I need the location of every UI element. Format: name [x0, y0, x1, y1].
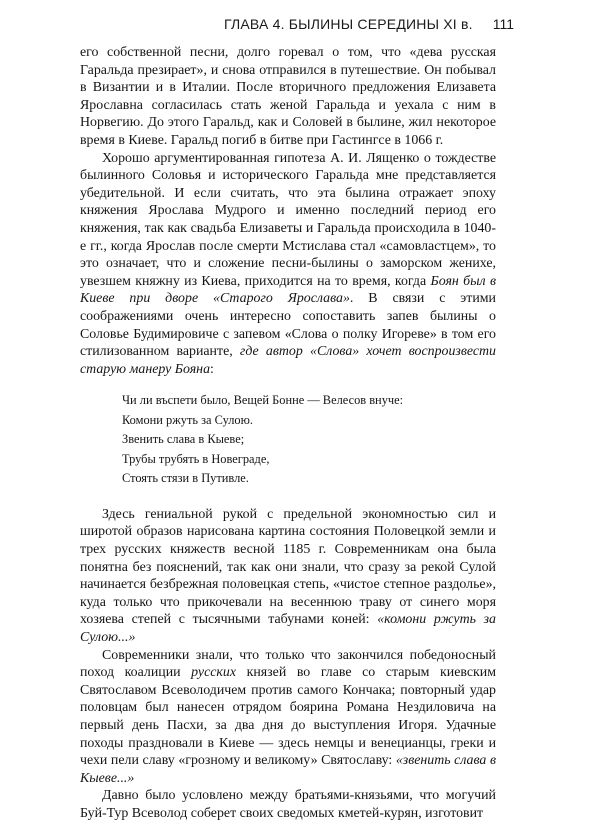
- verse-line: Стоять стязи в Путивле.: [122, 471, 249, 486]
- paragraph-4-emphasis-1: русских: [191, 665, 237, 681]
- paragraph-5: Давно было условлено между братьями-князьями, что могучий Буй-Тур Всеволод соберет своих сведомых кметей-курян, изготовит: [80, 788, 496, 821]
- paragraph-3: [80, 506, 496, 647]
- paragraph-4: [80, 647, 496, 788]
- body-text: [80, 44, 496, 822]
- verse-line: Чи ли въспети было, Вещей Бонне — Велесов внуче:: [122, 393, 404, 408]
- running-head: [224, 16, 514, 38]
- verse-line: Звенить слава в Кыеве;: [122, 432, 245, 447]
- paragraph-2-text-b: . В связи с этими соображениями очень интересно сопоставить запев былины о Соловье Будимировиче с запевом «Слова о полку Игореве» в том его стилизованном варианте,: [80, 291, 496, 360]
- verse-line: Трубы трубять в Новеграде,: [122, 451, 270, 466]
- chapter-title: ГЛАВА 4. БЫЛИНЫ СЕРЕДИНЫ XI в.: [224, 16, 473, 32]
- paragraph-2: [80, 150, 496, 379]
- paragraph-2-text-a: Хорошо аргументированная гипотеза А. И. Лященко о тождестве былинного Соловья и исторического Гаральда мне представляется убедительной. И если считать, что эта былина отражает эпоху княжения Ярослава Мудрого и именно последний период его княжения, так как свадьба Елизаветы и Гаральда происходила в 1040-е гг., когда Ярослав после смерти Мстислава стал «самовластцем», то это означает, что и сложение песни-былины о заморском женихе, увезшем княжну из Киева, приходится на то время, когда: [80, 150, 496, 289]
- paragraph-2-emphasis-1: Боян был в Киеве при дворе «Старого Ярослава»: [80, 273, 496, 307]
- verse-quote: [122, 391, 496, 489]
- page-number: 111: [492, 16, 514, 32]
- paragraph-1: его собственной песни, долго горевал о том, что «дева русская Гаральда презирает», и снова отправился в путешествие. Он побывал в Византии и в Италии. После вторичного предложения Елизавета Ярославна согласилась стать женой Гаральда и уехала с ним в Норвегию. До этого Гаральд, как и Соловей в былине, жил некоторое время в Киеве. Гаральд погиб в битве при Гастингсе в 1066 г.: [80, 45, 496, 148]
- paragraph-4-text-a: Современники знали, что только что закончился победоносный поход коалиции: [80, 647, 496, 681]
- paragraph-4-emphasis-2: «звенить слава в Кыеве...»: [80, 753, 496, 786]
- paragraph-4-text-b: князей во главе со старым киевским Святославом Всеволодичем против самого Кончака; повторный удар половцам был нанесен отрядом боярина Романа Нездиловича на первый день Пасхи, за два дня до выступления Игоря. Удачные походы праздновали в Киеве — здесь немцы и венецианцы, греки и чехи пели славу «грозному и великому» Святославу:: [80, 665, 496, 769]
- paragraph-3-emphasis: «комони ржуть за Сулою...»: [80, 612, 496, 645]
- paragraph-2-text-c: :: [210, 361, 214, 377]
- verse-line: Комони ржуть за Сулою.: [122, 412, 253, 427]
- paragraph-2-emphasis-2: где автор «Слова» хочет воспроизвести старую манеру Бояна: [80, 344, 497, 377]
- paragraph-3-text-a: Здесь гениальной рукой с предельной экономностью сил и широтой образов нарисована картина состояния Половецкой земли и трех русских княжеств весной 1185 г. Современникам она была понятна без пояснений, так как они знали, что сразу за рекой Сулой начинается безбрежная половецкая степь, «чистое степное раздолье», куда только что прикочевали на весеннюю траву от синего моря хозяева степей с тысячными табунами коней:: [80, 506, 496, 628]
